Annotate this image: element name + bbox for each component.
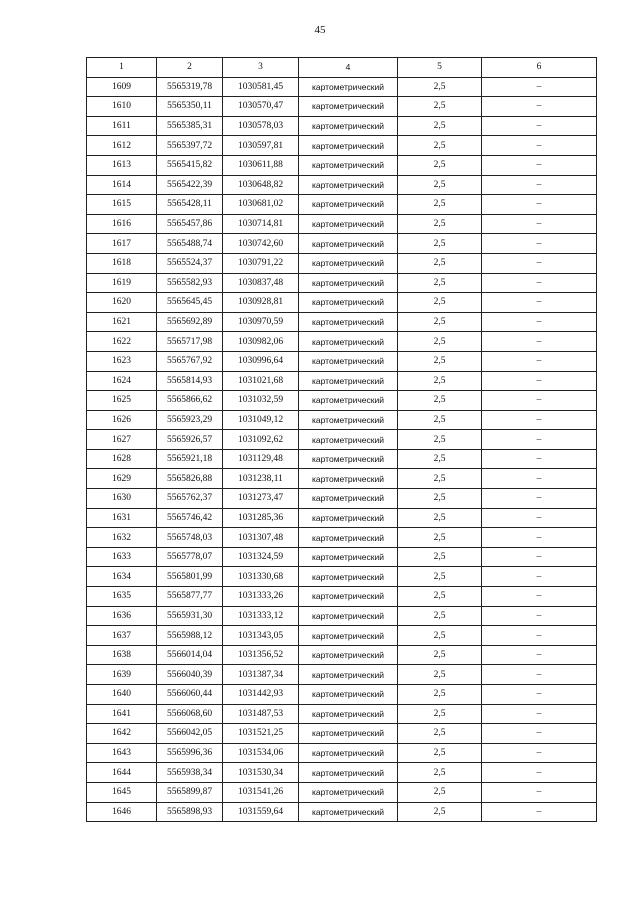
table-cell: 2,5: [398, 547, 482, 567]
table-cell: 5565988,12: [157, 626, 223, 646]
table-cell: 1613: [87, 155, 157, 175]
table-cell: картометрический: [299, 685, 398, 705]
table-cell: 5565877,77: [157, 587, 223, 607]
table-cell: картометрический: [299, 547, 398, 567]
table-cell: картометрический: [299, 136, 398, 156]
table-row: [87, 77, 597, 97]
table-body: [87, 58, 597, 822]
table-cell: –: [482, 351, 597, 371]
table-cell: 5565748,03: [157, 528, 223, 548]
table-cell: 5565488,74: [157, 234, 223, 254]
table-cell: 1031541,26: [223, 782, 299, 802]
table-cell: 2,5: [398, 155, 482, 175]
table-cell: 1031530,34: [223, 763, 299, 783]
table-cell: –: [482, 724, 597, 744]
table-row: [87, 195, 597, 215]
table-cell: 2,5: [398, 175, 482, 195]
table-cell: –: [482, 685, 597, 705]
table-row: [87, 626, 597, 646]
table-cell: 1609: [87, 77, 157, 97]
table-cell: –: [482, 782, 597, 802]
table-cell: 1632: [87, 528, 157, 548]
table-cell: картометрический: [299, 508, 398, 528]
table-cell: –: [482, 410, 597, 430]
table-cell: –: [482, 195, 597, 215]
column-header: 3: [223, 58, 299, 78]
table-cell: 1634: [87, 567, 157, 587]
table-cell: 2,5: [398, 685, 482, 705]
table-cell: 1612: [87, 136, 157, 156]
table-cell: 1031343,05: [223, 626, 299, 646]
table-cell: 5566068,60: [157, 704, 223, 724]
table-cell: 2,5: [398, 704, 482, 724]
table-cell: 2,5: [398, 234, 482, 254]
table-cell: 2,5: [398, 136, 482, 156]
table-cell: 2,5: [398, 116, 482, 136]
table-row: [87, 528, 597, 548]
table-cell: 1030597,81: [223, 136, 299, 156]
table-cell: 2,5: [398, 587, 482, 607]
table-cell: –: [482, 547, 597, 567]
table-cell: 1030791,22: [223, 253, 299, 273]
table-cell: 5565582,93: [157, 273, 223, 293]
table-cell: 2,5: [398, 469, 482, 489]
table-cell: –: [482, 449, 597, 469]
column-header: 2: [157, 58, 223, 78]
table-row: [87, 567, 597, 587]
table-cell: картометрический: [299, 116, 398, 136]
table-cell: 1646: [87, 802, 157, 822]
table-cell: 1030578,03: [223, 116, 299, 136]
table-cell: 5566014,04: [157, 645, 223, 665]
table-cell: 2,5: [398, 273, 482, 293]
table-cell: 1031285,36: [223, 508, 299, 528]
table-cell: 1030611,88: [223, 155, 299, 175]
table-cell: –: [482, 273, 597, 293]
table-cell: 5566042,05: [157, 724, 223, 744]
table-cell: 1627: [87, 430, 157, 450]
header-row: [87, 58, 597, 78]
table-cell: 2,5: [398, 410, 482, 430]
table-cell: картометрический: [299, 469, 398, 489]
table-cell: 2,5: [398, 430, 482, 450]
table-cell: 1619: [87, 273, 157, 293]
table-cell: –: [482, 136, 597, 156]
table-row: [87, 97, 597, 117]
table-cell: картометрический: [299, 214, 398, 234]
table-cell: 2,5: [398, 351, 482, 371]
table-cell: картометрический: [299, 293, 398, 313]
column-header: 4: [299, 58, 398, 78]
table-cell: картометрический: [299, 312, 398, 332]
table-row: [87, 489, 597, 509]
table-row: [87, 371, 597, 391]
table-cell: 1031559,64: [223, 802, 299, 822]
table-cell: 1626: [87, 410, 157, 430]
table-cell: 5565746,42: [157, 508, 223, 528]
table-cell: 1030681,02: [223, 195, 299, 215]
table-cell: –: [482, 528, 597, 548]
table-cell: 2,5: [398, 743, 482, 763]
table-cell: –: [482, 763, 597, 783]
table-cell: 5566060,44: [157, 685, 223, 705]
table-cell: 1622: [87, 332, 157, 352]
table-cell: 5565319,78: [157, 77, 223, 97]
table-cell: 1031092,62: [223, 430, 299, 450]
table-row: [87, 351, 597, 371]
table-cell: картометрический: [299, 782, 398, 802]
table-cell: 1643: [87, 743, 157, 763]
table-cell: 1628: [87, 449, 157, 469]
table-cell: 1031049,12: [223, 410, 299, 430]
table-cell: 2,5: [398, 253, 482, 273]
table-cell: 2,5: [398, 371, 482, 391]
table-cell: 5565645,45: [157, 293, 223, 313]
table-cell: 5565898,93: [157, 802, 223, 822]
table-cell: 1030996,64: [223, 351, 299, 371]
table-cell: –: [482, 606, 597, 626]
table-cell: 1621: [87, 312, 157, 332]
table-cell: –: [482, 155, 597, 175]
table-cell: 5565350,11: [157, 97, 223, 117]
table-cell: 1616: [87, 214, 157, 234]
table-cell: 5565415,82: [157, 155, 223, 175]
table-row: [87, 175, 597, 195]
table-cell: 2,5: [398, 626, 482, 646]
table-cell: картометрический: [299, 195, 398, 215]
table-cell: картометрический: [299, 704, 398, 724]
table-cell: 2,5: [398, 724, 482, 744]
table-cell: картометрический: [299, 802, 398, 822]
column-header: 5: [398, 58, 482, 78]
table-cell: 5565996,36: [157, 743, 223, 763]
table-cell: 1031330,68: [223, 567, 299, 587]
table-cell: –: [482, 214, 597, 234]
table-cell: 1629: [87, 469, 157, 489]
table-cell: 1030742,60: [223, 234, 299, 254]
table-cell: картометрический: [299, 763, 398, 783]
table-cell: 5565524,37: [157, 253, 223, 273]
table-cell: 1031333,12: [223, 606, 299, 626]
table-cell: –: [482, 626, 597, 646]
table-row: [87, 606, 597, 626]
table-cell: –: [482, 489, 597, 509]
table-row: [87, 665, 597, 685]
table-cell: 1644: [87, 763, 157, 783]
table-cell: картометрический: [299, 253, 398, 273]
table-cell: картометрический: [299, 449, 398, 469]
table-cell: –: [482, 587, 597, 607]
table-cell: 2,5: [398, 782, 482, 802]
table-cell: 2,5: [398, 665, 482, 685]
table-cell: картометрический: [299, 332, 398, 352]
table-cell: 1031324,59: [223, 547, 299, 567]
table-row: [87, 704, 597, 724]
table-cell: 2,5: [398, 763, 482, 783]
table-cell: картометрический: [299, 489, 398, 509]
table-cell: 1031521,25: [223, 724, 299, 744]
table-cell: –: [482, 802, 597, 822]
table-cell: 5565923,29: [157, 410, 223, 430]
table-cell: 2,5: [398, 508, 482, 528]
table-cell: картометрический: [299, 430, 398, 450]
table-cell: картометрический: [299, 234, 398, 254]
table-cell: –: [482, 469, 597, 489]
table-cell: 1030928,81: [223, 293, 299, 313]
table-cell: –: [482, 175, 597, 195]
table-row: [87, 449, 597, 469]
table-cell: картометрический: [299, 587, 398, 607]
table-cell: 1645: [87, 782, 157, 802]
table-cell: 1031021,68: [223, 371, 299, 391]
table-row: [87, 214, 597, 234]
table-cell: 5565762,37: [157, 489, 223, 509]
table-cell: 5565866,62: [157, 391, 223, 411]
table-cell: картометрический: [299, 77, 398, 97]
table-row: [87, 469, 597, 489]
table-cell: 2,5: [398, 214, 482, 234]
table-cell: картометрический: [299, 155, 398, 175]
table-cell: –: [482, 391, 597, 411]
table-cell: 1031129,48: [223, 449, 299, 469]
table-cell: 5565767,92: [157, 351, 223, 371]
table-row: [87, 273, 597, 293]
table-cell: 1636: [87, 606, 157, 626]
table-cell: 1031273,47: [223, 489, 299, 509]
table-cell: 2,5: [398, 293, 482, 313]
table-cell: 5565457,86: [157, 214, 223, 234]
table-cell: 2,5: [398, 332, 482, 352]
table-cell: 2,5: [398, 391, 482, 411]
table-cell: –: [482, 665, 597, 685]
table-cell: 2,5: [398, 802, 482, 822]
table-row: [87, 685, 597, 705]
table-cell: –: [482, 97, 597, 117]
table-row: [87, 136, 597, 156]
table-cell: 1638: [87, 645, 157, 665]
table-cell: 5565692,89: [157, 312, 223, 332]
table-cell: 1617: [87, 234, 157, 254]
table-cell: 1031487,53: [223, 704, 299, 724]
table-row: [87, 391, 597, 411]
column-header: 1: [87, 58, 157, 78]
table-cell: 5565814,93: [157, 371, 223, 391]
table-cell: 5565899,87: [157, 782, 223, 802]
table-cell: картометрический: [299, 371, 398, 391]
table-row: [87, 293, 597, 313]
table-row: [87, 410, 597, 430]
table-row: [87, 743, 597, 763]
table-cell: 5565938,34: [157, 763, 223, 783]
table-cell: 1624: [87, 371, 157, 391]
table-cell: 1610: [87, 97, 157, 117]
table-cell: 1633: [87, 547, 157, 567]
coordinates-table: [86, 57, 597, 822]
table-cell: –: [482, 567, 597, 587]
table-cell: картометрический: [299, 645, 398, 665]
table-cell: картометрический: [299, 743, 398, 763]
table-cell: 1030837,48: [223, 273, 299, 293]
table-cell: –: [482, 116, 597, 136]
table-cell: –: [482, 743, 597, 763]
table-cell: картометрический: [299, 528, 398, 548]
table-cell: 5566040,39: [157, 665, 223, 685]
table-cell: 2,5: [398, 606, 482, 626]
table-cell: 2,5: [398, 195, 482, 215]
table-cell: 1642: [87, 724, 157, 744]
table-cell: 1623: [87, 351, 157, 371]
table-cell: –: [482, 508, 597, 528]
table-cell: –: [482, 645, 597, 665]
table-cell: 5565931,30: [157, 606, 223, 626]
table-cell: –: [482, 332, 597, 352]
table-cell: 5565385,31: [157, 116, 223, 136]
table-cell: 1030714,81: [223, 214, 299, 234]
page-number: 45: [314, 24, 326, 36]
table-cell: 2,5: [398, 567, 482, 587]
table-row: [87, 155, 597, 175]
table-cell: 2,5: [398, 97, 482, 117]
table-cell: картометрический: [299, 351, 398, 371]
table-cell: 5565921,18: [157, 449, 223, 469]
table-cell: 1611: [87, 116, 157, 136]
table-cell: 5565422,39: [157, 175, 223, 195]
table-cell: 1031307,48: [223, 528, 299, 548]
column-header: 6: [482, 58, 597, 78]
table-cell: 1615: [87, 195, 157, 215]
table-cell: 1031442,93: [223, 685, 299, 705]
table-cell: картометрический: [299, 391, 398, 411]
table-row: [87, 763, 597, 783]
table-cell: картометрический: [299, 175, 398, 195]
table-cell: 1614: [87, 175, 157, 195]
table-cell: 2,5: [398, 77, 482, 97]
table-row: [87, 724, 597, 744]
table-cell: картометрический: [299, 606, 398, 626]
table-cell: 2,5: [398, 312, 482, 332]
table-cell: 5565778,07: [157, 547, 223, 567]
table-cell: –: [482, 293, 597, 313]
table-cell: –: [482, 234, 597, 254]
table-cell: 1031534,06: [223, 743, 299, 763]
table-cell: –: [482, 77, 597, 97]
table-row: [87, 312, 597, 332]
table-row: [87, 253, 597, 273]
table-cell: картометрический: [299, 410, 398, 430]
table-cell: 1031238,11: [223, 469, 299, 489]
table-cell: 1635: [87, 587, 157, 607]
table-cell: 1625: [87, 391, 157, 411]
table-cell: 1030648,82: [223, 175, 299, 195]
table-cell: картометрический: [299, 273, 398, 293]
table-row: [87, 332, 597, 352]
table-cell: –: [482, 430, 597, 450]
table-cell: –: [482, 371, 597, 391]
table-cell: 5565801,99: [157, 567, 223, 587]
table-cell: 1620: [87, 293, 157, 313]
table-cell: картометрический: [299, 567, 398, 587]
table-row: [87, 234, 597, 254]
table-row: [87, 508, 597, 528]
table-cell: 1637: [87, 626, 157, 646]
table-cell: 1031356,52: [223, 645, 299, 665]
table-cell: картометрический: [299, 724, 398, 744]
table-cell: –: [482, 253, 597, 273]
table-cell: 1031032,59: [223, 391, 299, 411]
table-cell: картометрический: [299, 97, 398, 117]
table-row: [87, 587, 597, 607]
table-cell: 1640: [87, 685, 157, 705]
table-cell: 1030581,45: [223, 77, 299, 97]
table-row: [87, 547, 597, 567]
table-row: [87, 430, 597, 450]
table-cell: 5565428,11: [157, 195, 223, 215]
table-cell: 5565397,72: [157, 136, 223, 156]
table-cell: 2,5: [398, 489, 482, 509]
table-row: [87, 782, 597, 802]
table-cell: 2,5: [398, 528, 482, 548]
table-cell: –: [482, 312, 597, 332]
table-cell: 1631: [87, 508, 157, 528]
table-cell: 2,5: [398, 645, 482, 665]
table-cell: картометрический: [299, 626, 398, 646]
table-cell: 1618: [87, 253, 157, 273]
table-cell: 1031333,26: [223, 587, 299, 607]
table-row: [87, 645, 597, 665]
table-cell: 1030970,59: [223, 312, 299, 332]
table-cell: 5565717,98: [157, 332, 223, 352]
table-cell: 1030982,06: [223, 332, 299, 352]
table-cell: 1641: [87, 704, 157, 724]
table-cell: 5565826,88: [157, 469, 223, 489]
table-cell: –: [482, 704, 597, 724]
table-cell: 1630: [87, 489, 157, 509]
table-cell: 2,5: [398, 449, 482, 469]
table-row: [87, 802, 597, 822]
table-cell: 1639: [87, 665, 157, 685]
table-cell: 1031387,34: [223, 665, 299, 685]
table-row: [87, 116, 597, 136]
table-cell: картометрический: [299, 665, 398, 685]
table-cell: 1030570,47: [223, 97, 299, 117]
table-cell: 5565926,57: [157, 430, 223, 450]
